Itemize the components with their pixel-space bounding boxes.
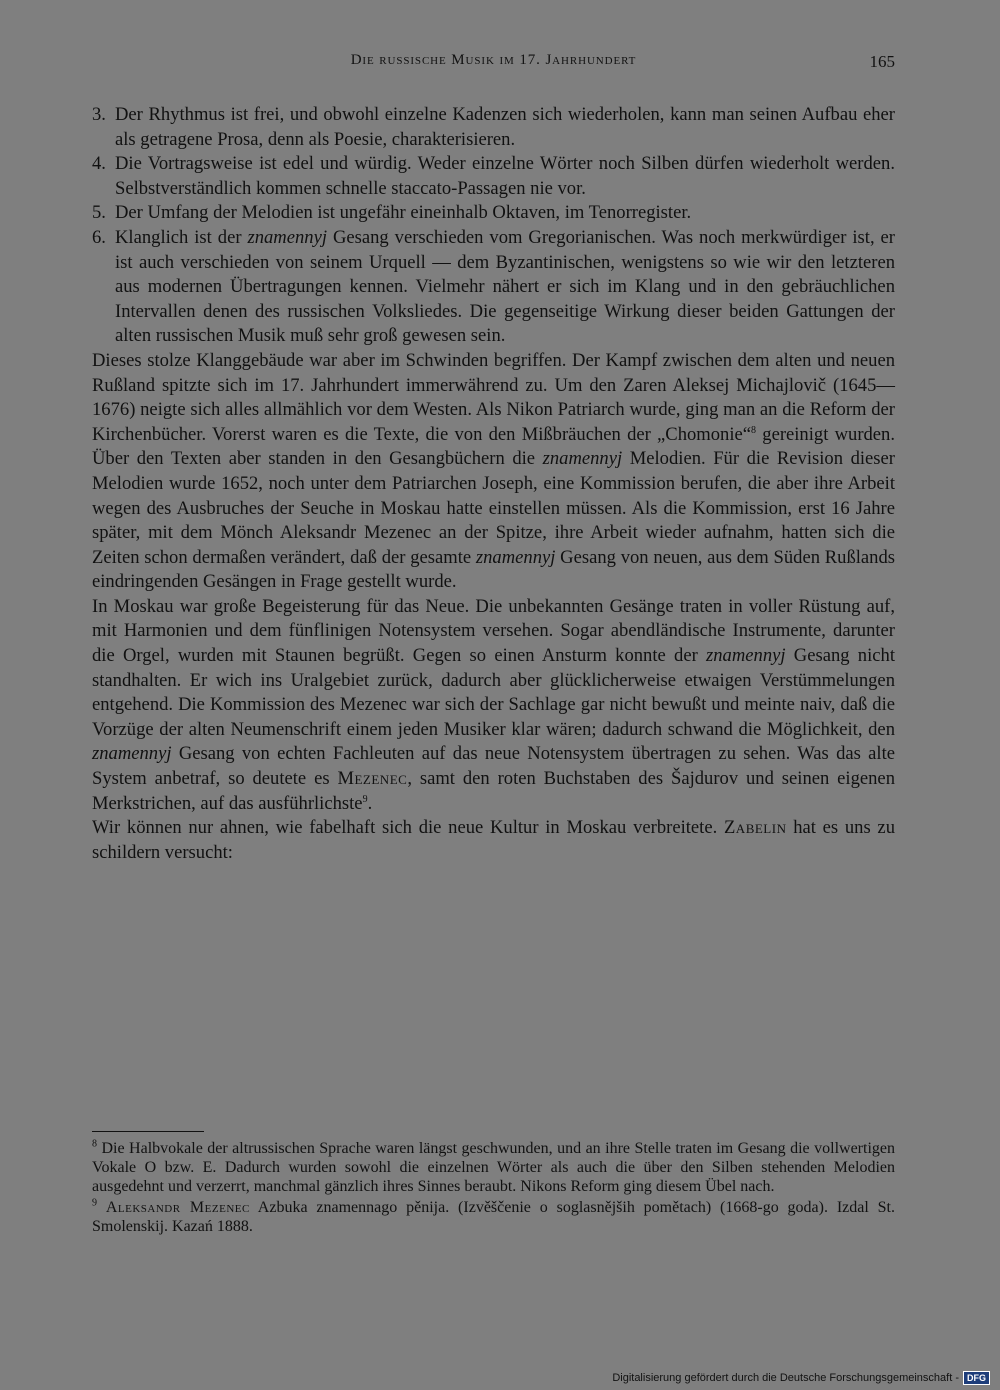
italic-term: znamennyj <box>475 546 556 568</box>
list-item-number: 5. <box>92 202 106 224</box>
list-item-text: Der Rhythmus ist frei, und obwohl einzelne Kadenzen sich wiederholen, kann man seinen Aufbau eher als getragene Prosa, denn als Poesie, charakterisieren. <box>115 104 895 150</box>
running-title: Die russische Musik im 17. Jahrhundert <box>350 52 637 68</box>
paragraph-reform <box>92 349 895 595</box>
text-run: Gesang von neuen, aus dem Süden Rußlands eindringenden Gesängen in Frage gestellt wurde. <box>92 546 895 593</box>
italic-term: znamennyj <box>92 743 172 765</box>
text-run: , samt den roten Buchstaben des Šajdurov und seinen eigenen Merkstrichen, auf das ausführlichste <box>92 768 895 814</box>
footnote-author-smallcaps: Aleksandr Mezenec <box>105 1198 250 1216</box>
list-item-5 <box>92 201 895 226</box>
list-item-text: Der Umfang der Melodien ist ungefähr eineinhalb Oktaven, im Tenorregister. <box>115 202 692 224</box>
list-item-number: 6. <box>92 226 106 248</box>
list-item-3 <box>92 103 895 152</box>
list-item-text <box>115 227 895 346</box>
digitization-credit <box>612 1369 990 1387</box>
italic-term: znamennyj <box>247 226 327 248</box>
list-item-6 <box>92 226 895 349</box>
text-run: Gesang nicht standhalten. Er wich ins Uralgebiet zurück, dadurch aber glücklicherweise etwaigen Verstümmelungen entgehend. Die Kommission des Mezenec war sich der Sachlage gar nicht bewußt und meinte naiv, daß die Vorzüge der alten Neumenschrift einem jeden Musiker klar wären; dadurch schwand die Möglichkeit, den <box>92 645 895 740</box>
text-run: In Moskau war große Begeisterung für das Neue. Die unbekannten Gesänge traten in voller Rüstung auf, mit Harmonien und dem fünflinigen Notensystem versehen. Sogar abendländische Instrumente, darunter die Orgel, wurden mit Staunen begrüßt. Gegen so einen Ansturm konnte der <box>92 595 895 667</box>
text-run: . <box>367 792 373 814</box>
list-item-text: Die Vortragsweise ist edel und würdig. Weder einzelne Wörter noch Silben dürfen wiederholt werden. Selbstverständlich kommen schnelle staccato-Passagen nie vor. <box>115 153 895 199</box>
list-item-4 <box>92 152 895 201</box>
footnote-8 <box>92 1139 895 1197</box>
author-name-smallcaps: Zabelin <box>723 817 787 839</box>
running-head <box>92 52 895 74</box>
text-run: hat es uns zu schildern versucht: <box>92 817 895 863</box>
author-name-smallcaps: Mezenec <box>337 768 408 790</box>
credit-text: Digitalisierung gefördert durch die Deutsche Forschungsgemeinschaft - <box>612 1372 959 1384</box>
text-run: Klanglich ist der <box>115 226 248 248</box>
paragraph-moscow <box>92 595 895 816</box>
page-number: 165 <box>869 52 895 71</box>
text-run: gereinigt wurden. Über den Texten aber standen in den Gesangbüchern die <box>92 423 896 470</box>
footnote-text: Azbuka znamennago pěnija. (Izvěščenie o soglasnějših pomětach) (1668-go goda). Izdal St. Smolenskij. Kazań 1888. <box>92 1198 896 1235</box>
footnote-divider <box>92 1131 204 1132</box>
italic-term: znamennyj <box>542 448 623 470</box>
footnote-ref-9[interactable]: 9 <box>362 793 368 805</box>
footnote-number: 8 <box>92 1138 97 1150</box>
text-run: Dieses stolze Klanggebäude war aber im Schwinden begriffen. Der Kampf zwischen dem alten und neuen Rußland spitzte sich im 17. Jahrhundert immerwährend zu. Um den Zaren Aleksej Michajlovič (1645—1676) neigte sich alles allmählich vor dem Westen. Als Nikon Patriarch wurde, ging man an die Reform der Kirchenbücher. Vorerst waren es die Texte, die von den Mißbräuchen der „Chomonie“ <box>92 349 895 445</box>
list-item-number: 3. <box>92 104 106 125</box>
text-run: Gesang von echten Fachleuten auf das neue Notensystem übertragen zu sehen. Was das alte System anbetraf, so deutete es <box>92 743 895 790</box>
body-text <box>92 103 895 865</box>
footnote-text: Die Halbvokale der altrussischen Sprache waren längst geschwunden, und an ihre Stelle traten im Gesang die vollwertigen Vokale O bzw. E. Dadurch wurden sowohl die einzelnen Wörter als auch die über den Silben stehenden Melodien ausgedehnt und verzerrt, manchmal gänzlich ihres Sinnes beraubt. Nikons Reform ging diesem Übel nach. <box>92 1140 895 1196</box>
footnote-ref-8[interactable]: 8 <box>751 424 757 436</box>
footnotes <box>92 1139 895 1237</box>
characteristics-list <box>92 103 895 349</box>
footnote-9 <box>92 1198 895 1236</box>
footnote-number: 9 <box>92 1197 97 1209</box>
dfg-logo-icon: DFG <box>963 1371 990 1385</box>
text-run: Melodien. Für die Revision dieser Melodien wurde 1652, noch unter dem Patriarchen Joseph, eine Kommission berufen, die aber ihre Arbeit wegen des Ausbruches der Seuche in Moskau hatte einstellen müssen. Als die Kommission, erst 16 Jahre später, mit dem Mönch Aleksandr Mezenec an der Spitze, ihre Arbeit wieder aufnahm, hatten sich die Zeiten schon dermaßen verändert, daß der gesamte <box>92 448 895 568</box>
text-run: Gesang verschieden vom Gregorianischen. Was noch merkwürdiger ist, er ist auch verschieden von seinem Urquell — dem Byzantinischen, wenigstens so wie wir den letzteren aus modernen Übertragungen kennen. Vielmehr nähert er sich im Klang und in den gebräuchlichen Intervallen denen des russischen Volksliedes. Die gegenseitige Wirkung dieser beiden Gattungen der alten russischen Musik muß sehr groß gewesen sein. <box>115 226 895 347</box>
paragraph-culture <box>92 816 895 865</box>
text-run: Wir können nur ahnen, wie fabelhaft sich die neue Kultur in Moskau verbreitete. <box>92 817 724 839</box>
list-item-number: 4. <box>92 153 106 175</box>
italic-term: znamennyj <box>706 645 786 667</box>
